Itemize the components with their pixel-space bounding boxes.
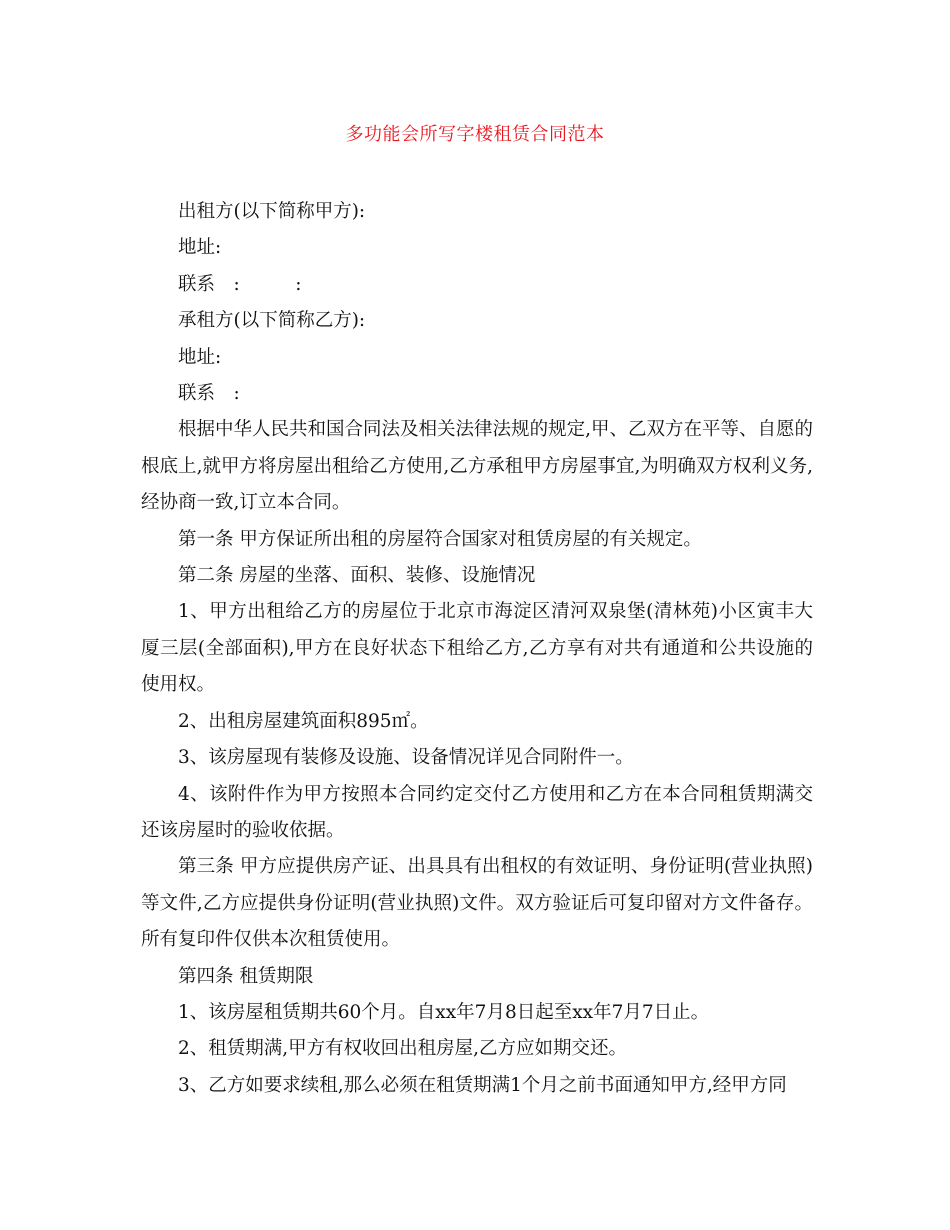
lessee-contact-line: 联系 : (178, 383, 240, 405)
preamble-paragraph: 根据中华人民共和国合同法及相关法律法规的规定,甲、乙双方在平等、自愿的根底上,就甲方将房屋出租给乙方使用,乙方承租甲方房屋事宜,为明确双方权利义务,经协商一致,订立本合同。 (141, 419, 813, 514)
article-4-clause-1: 1、该房屋租赁期共60个月。自xx年7月8日起至xx年7月7日止。 (178, 1001, 710, 1023)
lessee-line: 承租方(以下简称乙方): (178, 310, 366, 332)
article-4-clause-2: 2、租赁期满,甲方有权收回出租房屋,乙方应如期交还。 (178, 1038, 628, 1060)
document-title: 多功能会所写字楼租赁合同范本 (345, 124, 605, 145)
lessee-address-line: 地址: (178, 346, 222, 368)
lessor-contact-line: 联系 : : (178, 273, 302, 295)
article-4-heading: 第四条 租赁期限 (178, 965, 314, 987)
article-2-clause-1: 1、甲方出租给乙方的房屋位于北京市海淀区清河双泉堡(清林苑)小区寅丰大厦三层(全部面积),甲方在良好状态下租给乙方,乙方享有对共有通道和公共设施的使用权。 (141, 601, 813, 696)
article-2-clause-3: 3、该房屋现有装修及设施、设备情况详见合同附件一。 (178, 747, 634, 769)
article-4-clause-3: 3、乙方如要求续租,那么必须在租赁期满1个月之前书面通知甲方,经甲方同 (178, 1074, 787, 1096)
lessor-address-line: 地址: (178, 237, 222, 259)
lessor-line: 出租方(以下简称甲方): (178, 201, 366, 222)
article-3: 第三条 甲方应提供房产证、出具具有出租权的有效证明、身份证明(营业执照)等文件,乙方应提供身份证明(营业执照)文件。双方验证后可复印留对方文件备存。所有复印件仅供本次租赁使用。 (141, 856, 813, 951)
article-2-clause-4: 4、该附件作为甲方按照本合同约定交付乙方使用和乙方在本合同租赁期满交还该房屋时的验收依据。 (141, 783, 813, 841)
article-2-clause-2: 2、出租房屋建筑面积895㎡。 (178, 710, 429, 732)
article-1: 第一条 甲方保证所出租的房屋符合国家对租赁房屋的有关规定。 (178, 528, 702, 550)
document-body (141, 194, 813, 1104)
article-2-heading: 第二条 房屋的坐落、面积、装修、设施情况 (178, 565, 536, 587)
